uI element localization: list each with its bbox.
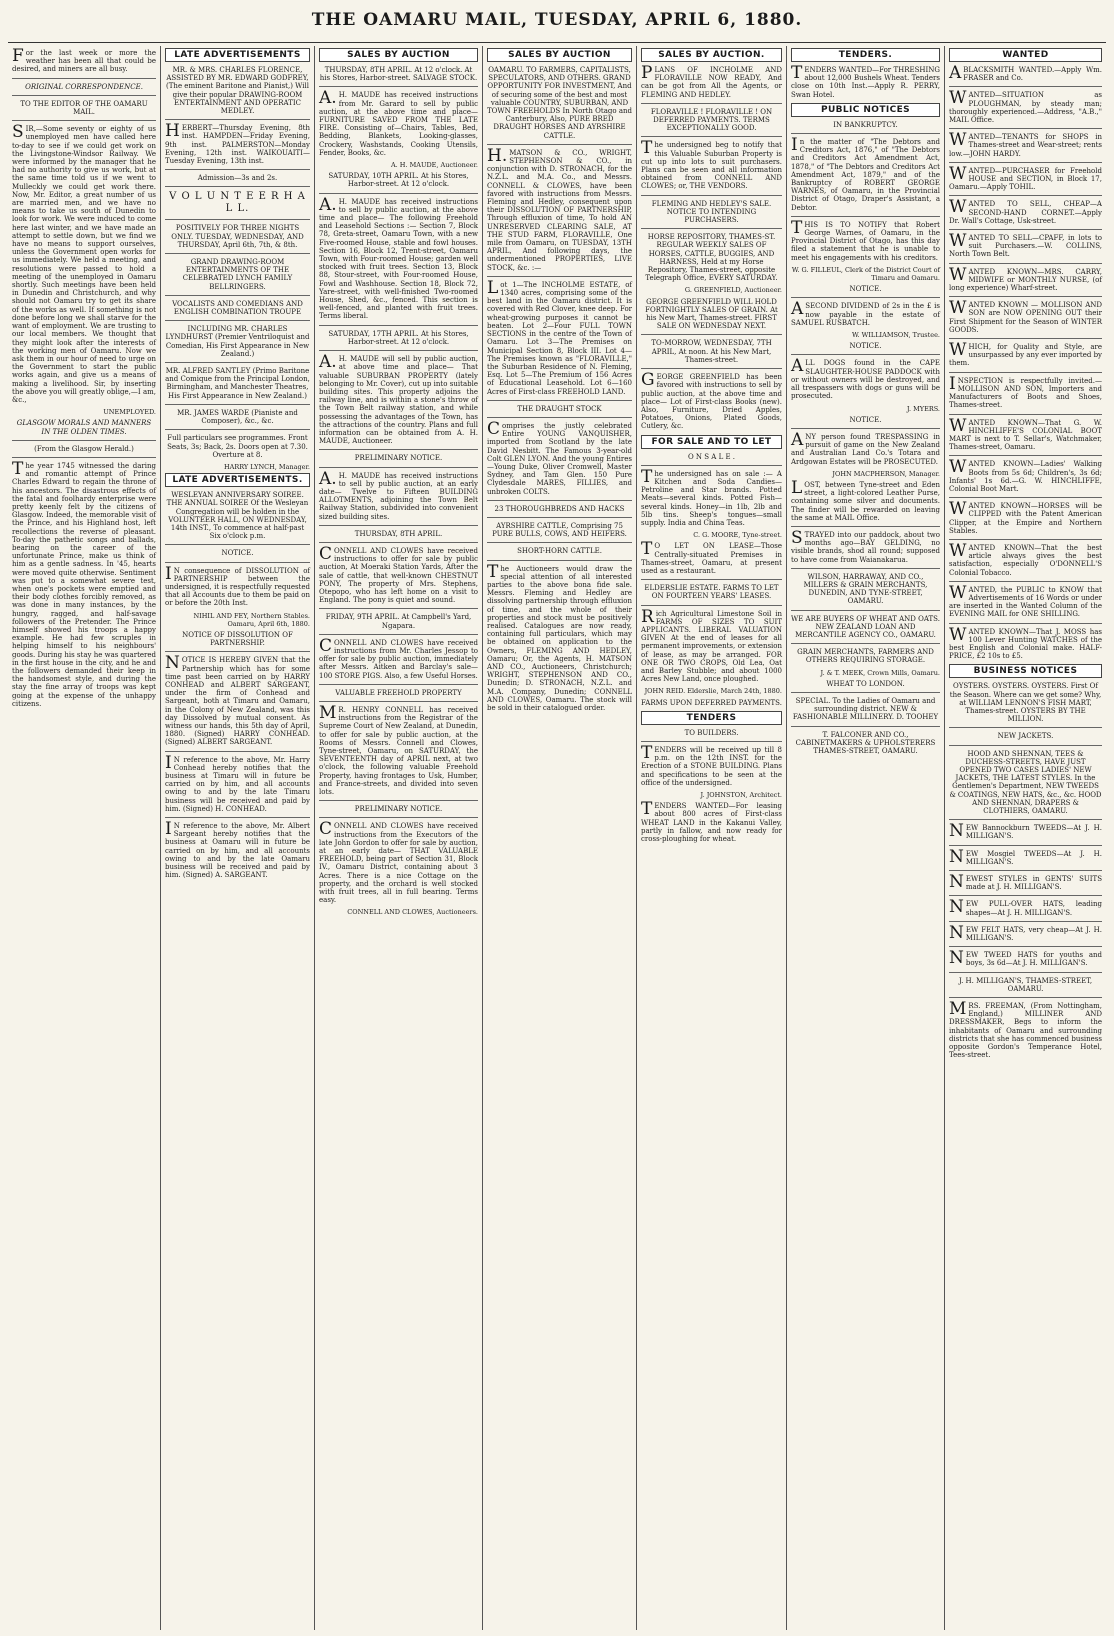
ad-heading: SPECIAL. To the Ladies of Oamaru and surrounding district. NEW & FASHIONABLE MILLINERY. D. TOOHEY [791, 692, 940, 722]
ad-heading: Admission—3s and 2s. [165, 169, 310, 182]
ad-body: IN reference to the above, Mr. Harry Conhead hereby notifies that the business at Timaru will in future be carried on by him, and all accounts owing to and by the late Timaru business will be received and paid by him. (Signed) H. CONHEAD. [165, 752, 310, 813]
ad-signature: W. WILLIAMSON, Trustee. [852, 331, 940, 340]
ad-body: A.H. MAUDE has received instructions to sell by public auction, at the above time and place— The following Freehold and Leasehold Sections :— Section 7, Block 78, Greta-street, Oamaru Town, with a new Five-roomed House, stable and fowl houses. Section 16, Block 12, Trent-street, Oamaru Town, with Four-roomed House; garden well stocked with fruit trees. Section 13, Block 88, Stour-street, with Four-roomed House, Fowl and Washhouse. Section 18, Block 72, Yare-street, with well-finished Two-roomed House, Shed, &c., fenced. This section is well-fenced, and planted with fruit trees. Terms liberal. [319, 194, 478, 321]
ad-body: MRS. FREEMAN, (From Nottingham, England,) MILLINER AND DRESSMAKER, Begs to inform the inhabitants of Oamaru and surrounding districts that she has commenced business opposite Gordon's Temperance Hotel, Tees-street. [949, 999, 1102, 1060]
section-header: WANTED [949, 48, 1102, 62]
ad-body: STRAYED into our paddock, about two months ago—BAY GELDING, no visible brands, shod all round; supposed to have come from Waianakarua. [791, 527, 940, 564]
section-header: TENDERS [641, 711, 782, 725]
ad-body: The year 1745 witnessed the daring and romantic attempt of Prince Charles Edward to regain the throne of his ancestors. The disastrous effects of the fatal and foolhardy enterprise were pretty keenly felt by the citizens of Glasgow. Indeed, the memorable visit of the Prince, and his Highland host, left recollections the reverse of pleasant. To-day the pathetic songs and ballads, bearing on the career of the unfortunate Prince, make us think of him as a gentle sadness. In '45, hearts were moved quite otherwise. Sentiment was put to a somewhat severe test, when one's pockets were emptied and their body clothes forcibly removed, as was done in many instances, by the hungry, ragged, and half-savage followers of the Pretender. The Prince himself showed his troops a happy example. He had few scruples in helping himself to his neighbours' goods. During his stay he was quartered in the first house in the city, and he and the followers demanded their keep in the handsomest style, and during the stay the fine array of troops was kept going at the expense of the unhappy citizens. [12, 458, 156, 708]
ad-body: A.H. MAUDE will sell by public auction, at above time and place— That valuable SUBURBAN PROPERTY (lately belonging to Mr. Cover), cut up into suitable building sites. This property adjoins the railway line, and is within a stone's throw of the Town Belt railway station, and while possessing the advantages of the Town, has the attractions of the country. Plans and full information can be obtained from A. H. MAUDE, Auctioneer. [319, 352, 478, 446]
venue-title: V O L U N T E E R H A L L. [165, 186, 310, 215]
ad-heading: MR. JAMES WARDE (Pianiste and Composer), &c., &c. [165, 404, 310, 425]
ad-signature: J. & T. MEEK, Crown Mills, Oamaru. [820, 668, 940, 677]
ad-body: CONNELL AND CLOWES have received instructions from the Executors of the late John Gordon to offer for sale by auction, at an early date— THAT VALUABLE FREEHOLD, being part of Section 31, Block IV., Oamaru District, containing about 3 Acres. There is a nice Cottage on the property, and the orchard is well stocked with fruit trees, all in full bearing. Terms easy. [319, 819, 478, 905]
ad-body: WANTED—SITUATION as PLOUGHMAN, by steady man; thoroughly experienced.—Address, "A.B.," MAIL Office. [949, 88, 1102, 125]
article-title: GLASGOW MORALS AND MANNERS IN THE OLDEN TIMES. [16, 419, 152, 436]
ad-heading: SHORT-HORN CATTLE. [487, 542, 632, 555]
ad-heading: NEW JACKETS. [949, 727, 1102, 740]
ad-body: NOTICE IS HEREBY GIVEN that the Partnership which has for some time past been carried on by HARRY CONHEAD and ALBERT SARGEANT, under the firm of Conhead and Sargeant, both at Timaru and Oamaru, in the Colony of New Zealand, was this day Dissolved by mutual consent. As witness our hands, this 5th day of April, 1880. (Signed) HARRY CONHEAD. (Signed) ALBERT SARGEANT. [165, 653, 310, 747]
ad-heading: THURSDAY, 8TH APRIL. [319, 525, 478, 538]
section-header: BUSINESS NOTICES [949, 664, 1102, 678]
ad-body: WANTED TO SELL—CPAFF, in lots to suit Purchasers.—W. COLLINS, North Town Belt. [949, 231, 1102, 259]
ad-body: WANTED KNOWN—That G. W. HINCHLIFFE'S COLONIAL BOOT MART is next to T. Sellar's, Watchmaker, Thames-street, Oamaru. [949, 415, 1102, 452]
column-6 [786, 46, 944, 1630]
ad-heading: FLORAVILLE ! FLORAVILLE ! ON DEFERRED PAYMENTS. TERMS EXCEPTIONALLY GOOD. [641, 103, 782, 133]
ad-body: WANTED—PURCHASER for Freehold HOUSE and SECTION, in Block 17, Oamaru.—Apply TOHIL. [949, 163, 1102, 192]
ad-heading: VOCALISTS AND COMEDIANS AND ENGLISH COMBINATION TROUPE [165, 295, 310, 316]
ad-body: NEW Mosgiel TWEEDS—At J. H. MILLIGAN'S. [949, 846, 1102, 867]
ad-signature: G. GREENFIELD, Auctioneer. [684, 286, 782, 295]
ad-body: WHICH, for Quality and Style, are unsurpassed by any ever imported by them. [949, 340, 1102, 368]
masthead-rule [8, 42, 1106, 43]
ad-body: TENDERS WANTED—For THRESHING about 12,000 Bushels Wheat. Tenders close on 10th Inst.—Apply R. PERRY, Swan Hotel. [791, 63, 940, 99]
ad-body: THIS IS TO NOTIFY that Robert George Warnes, of Oamaru, in the Provincial District of Otago, has this day filed a statement that he is unable to meet his engagements with his creditors. [791, 217, 940, 262]
ad-signature: J. MYERS. [906, 404, 940, 413]
ad-heading: SATURDAY, 10TH APRIL. At his Stores, Harbor-street. At 12 o'clock. [328, 172, 469, 189]
ad-body: TENDERS will be received up till 8 p.m. on the 12th INST. for the Erection of a STONE BUILDING. Plans and specifications to be seen at the office of the undersigned. [641, 743, 782, 787]
ad-body: NEW PULL-OVER HATS, leading shapes—At J. H. MILLIGAN'S. [949, 897, 1102, 918]
ad-body: WANTED KNOWN—MRS. CARRY, MIDWIFE or MONTHLY NURSE, (of long experience) Wharf-street. [949, 264, 1102, 293]
ad-heading: WHEAT TO LONDON. [826, 679, 905, 688]
ad-heading: 23 THOROUGHBREDS AND HACKS [487, 500, 632, 513]
ad-body: WANTED KNOWN—That the best article always gives the best satisfaction, especially O'DONNELL'S Colonial Tobacco. [949, 540, 1102, 577]
ad-signature: NIHIL AND FEY, Northern Stables. Oamaru, April 6th, 1880. [193, 611, 310, 628]
ad-heading: THE DRAUGHT STOCK [487, 400, 632, 413]
ad-signature: J. JOHNSTON, Architect. [700, 791, 782, 800]
ad-body: Rich Agricultural Limestone Soil in FARMS OF SIZES TO SUIT APPLICANTS. LIBERAL VALUATION GIVEN At the end of leases for all permanent improvements, or extension of lease, as may be arranged. FOR ONE OR TWO CROPS, Old Lea, Oat and Barley Stubble; and about 1000 Acres New Land, once ploughed. [641, 606, 782, 684]
ad-body: A.H. MAUDE has received instructions from Mr. Garard to sell by public auction, at the above time and place— FURNITURE SAVED FROM THE LATE FIRE. Consisting of—Chairs, Tables, Bed, Bedding, Blankets, Looking-glasses, Crockery, Washstands, Cooking Utensils, Fender, Books, &c. [319, 88, 478, 157]
ad-heading: Full particulars see programmes. Front Seats, 3s; Back, 2s. Doors open at 7.30. Overture at 8. [165, 429, 310, 459]
section-header: SALES BY AUCTION [487, 48, 632, 62]
section-header: LATE ADVERTISEMENTS [165, 48, 310, 62]
ad-body: IN consequence of DISSOLUTION of PARTNERSHIP between the undersigned, it is respectfully requested that all Accounts due to them be paid on or before the 20th Inst. [165, 563, 310, 608]
ad-heading: GRAIN MERCHANTS, FARMERS AND OTHERS REQUIRING STORAGE. [791, 643, 940, 664]
ad-heading: NOTICE. [165, 544, 310, 557]
ad-heading: TO BUILDERS. [684, 728, 739, 737]
ad-signature: JOHN REID. Elderslie, March 24th, 1880. [644, 687, 782, 696]
ad-heading: FARMS UPON DEFERRED PAYMENTS. [641, 698, 782, 707]
masthead: THE OAMARU MAIL, TUESDAY, APRIL 6, 1880. [311, 10, 803, 30]
ad-body: NEW TWEED HATS for youths and boys, 3s 6d—At J. H. MILLIGAN'S. [949, 948, 1102, 969]
columns-container [8, 46, 1106, 1630]
ad-heading: NOTICE. [849, 285, 882, 294]
column-7 [944, 46, 1106, 1630]
column-2 [160, 46, 314, 1630]
ad-heading: MR. & MRS. CHARLES FLORENCE, ASSISTED BY MR. EDWARD GODFREY, (The eminent Baritone and Pianist,) Will give their popular DRAWING-ROOM ENTERTAINMENT AND OPERATIC MEDLEY. [166, 66, 309, 116]
ad-body: A.H. MAUDE has received instructions to sell by public auction, at an early date— Twelve to Fifteen BUILDING ALLOTMENTS, adjoining the Town Belt Railway Station, subdivided into convenient sized building sites. [319, 468, 478, 521]
ad-body: WANTED KNOWN—HORSES will be CLIPPED with the Patent American Clipper, at the Empire and Northern Stables. [949, 499, 1102, 535]
ad-heading: WILSON, HARRAWAY, AND CO., MILLERS & GRAIN MERCHANTS, DUNEDIN, AND TYNE-STREET, OAMARU. [791, 568, 940, 606]
ad-signature: A. H. MAUDE, Auctioneer. [390, 161, 478, 170]
ad-heading: PRELIMINARY NOTICE. [319, 800, 478, 813]
ad-signature: HARRY LYNCH, Manager. [223, 462, 310, 471]
section-header: PUBLIC NOTICES [791, 103, 940, 117]
section-header: SALES BY AUCTION [319, 48, 478, 62]
column-5 [636, 46, 786, 1630]
ad-body: WANTED KNOWN—That J. MOSS has 100 Lever Hunting WATCHES of the best English and Colonial make. HALF-PRICE, £2 10s to £5. [949, 624, 1102, 661]
ad-body: WANTED TO SELL, CHEAP—A SECOND-HAND CORNET.—Apply Dr. Wall's Cottage, Usk-street. [949, 197, 1102, 225]
ad-body: IN reference to the above, Mr. Albert Sargeant hereby notifies that the business at Oamaru will in future be carried on by him, and all accounts owing to and by the late Oamaru business will be received and paid by him. (Signed) A. SARGEANT. [165, 819, 310, 880]
ad-body: SIR,—Some seventy or eighty of us unemployed men have called here to-day to see if we could get work on the Livingstone-Windsor Railway. We were informed by the manager that he had no authority to give us work, but at the same time told us if we went to Mulleckly we could get work there. Now, Mr. Editor, a great number of us are married men, and we have no means to take us south of Dunedin to look for work. We were induced to come here last winter, and we have made an attempt to settle down, but we find we have no means to support ourselves, unless the Government open works for us immediately. We held a meeting, and resolutions were passed to hold a meeting of the unemployed in Oamaru shortly. Such meetings have been held in Dunedin and Christchurch, and why should not Oamaru try to get its share of the works as well. If something is not done before long we shall starve for the want of employment. We are trusting to our local members. We thought that they might look after the interests of the working men of Oamaru. Now we ask them in our hour of need to urge on the Government to start the public works again, and give us a means of making a livelihood. Sir, by inserting the above you will greatly oblige,—I am, &c., [12, 122, 156, 404]
ad-body: ANY person found TRESPASSING in pursuit of game on the New Zealand and Australian Land Co.'s Totara and Ardgowan Estates will be PROSECUTED. [791, 429, 940, 466]
ad-heading: TO THE EDITOR OF THE OAMARU MAIL. [12, 95, 156, 116]
ad-heading: GEORGE GREENFIELD WILL HOLD FORTNIGHTLY SALES OF GRAIN. At his New Mart, Thames-street. FIRST SALE ON WEDNESDAY NEXT. [645, 297, 778, 331]
ad-body: INSPECTION is respectfully invited.—MOLLISON AND SON, Importers and Manufacturers of Boots and Shoes, Thames-street. [949, 373, 1102, 410]
column-3 [314, 46, 482, 1630]
ad-body: NEW Bannockburn TWEEDS—At J. H. MILLIGAN'S. [949, 821, 1102, 842]
ad-heading: NOTICE. [849, 415, 882, 424]
ad-body: Lot 1—The INCHOLME ESTATE, of 1340 acres, comprising some of the best land in the Oamaru district. It is covered with Red Clover, knee deep. For wheat-growing purposes it cannot be beaten. Lot 2—Four FULL TOWN SECTIONS in the centre of the Town of Oamaru. Lot 3—The Premises on Municipal Section 8, Block III. Lot 4—The Premises known as "FLORAVILLE," the Suburban Residence of N. Fleming, Esq. Lot 5—The Premium of 156 Acres of Educational Leasehold. Lot 6—160 Acres of First-class FREEHOLD LAND. [487, 277, 632, 396]
ad-heading: MR. ALFRED SANTLEY (Primo Baritone and Comique from the Principal London, Birmingham, and Manchester Theatres, His First Appearance in New Zealand.) [165, 362, 310, 400]
ad-body: The undersigned beg to notify that this Valuable Suburban Property is cut up into lots to suit purchasers. Plans can be seen and all information obtained from CONNELL AND CLOWES; or, THE VENDORS. [641, 138, 782, 191]
ad-heading: OYSTERS. OYSTERS. OYSTERS. First Of the Season. Where can we get some? Why, at WILLIAM LENNON'S FISH MART, Thames-street. OYSTERS BY THE MILLION. [949, 682, 1102, 724]
ad-heading: HORSE REPOSITORY, THAMES-ST. REGULAR WEEKLY SALES OF HORSES, CATTLE, BUGGIES, AND HARNESS, Held at my Horse Repository, Thames-street, opposite Telegraph Office, EVERY SATURDAY. [641, 228, 782, 282]
ad-heading: T. FALCONER AND CO., CABINETMAKERS & UPHOLSTERERS THAMES-STREET, OAMARU. [791, 726, 940, 756]
ad-heading: FRIDAY, 9TH APRIL. At Campbell's Yard, Ngapara. [319, 608, 478, 629]
ad-heading: IN BANKRUPTCY. [833, 120, 898, 129]
ad-heading: NOTICE OF DISSOLUTION OF PARTNERSHIP. [182, 630, 293, 648]
ad-heading: O N S A L E . [687, 452, 736, 461]
article-title: ORIGINAL CORRESPONDENCE. [12, 78, 156, 91]
ad-signature: CONNELL AND CLOWES, Auctioneers. [347, 908, 478, 917]
ad-heading: GRAND DRAWING-ROOM ENTERTAINMENTS OF THE CELEBRATED LYNCH FAMILY BELLRINGERS. [165, 253, 310, 291]
ad-heading: (From the Glasgow Herald.) [12, 440, 156, 453]
ad-heading: INCLUDING MR. CHARLES LYNDHURST (Premier Ventriloquist and Comedian, His First Appearance in New Zealand.) [165, 320, 310, 358]
ad-heading: WE ARE BUYERS OF WHEAT AND OATS. NEW ZEALAND LOAN AND MERCANTILE AGENCY CO., OAMARU. [791, 610, 940, 640]
ad-body: CONNELL AND CLOWES have received instructions to offer for sale by public auction, At Moeraki Station Yards, After the sale of cattle, that well-known CHESTNUT PONY, The property of Mrs. Stephens, Otepopo, who has left home on a visit to England. The pony is quiet and sound. [319, 543, 478, 605]
ad-body: WANTED—TENANTS for SHOPS in Thames-street and Wear-street; rents low.—JOHN HARDY. [949, 130, 1102, 158]
ad-body: NEWEST STYLES in GENTS' SUITS made at J. H. MILLIGAN'S. [949, 872, 1102, 893]
ad-heading: ELDERSLIE ESTATE. FARMS TO LET ON FOURTEEN YEARS' LEASES. [641, 579, 782, 600]
ad-heading: HOOD AND SHENNAN, TEES & DUCHESS-STREETS, HAVE JUST OPENED TWO CASES LADIES' NEW JACKETS, THE LATEST STYLES. In the Gentlemen's Department, NEW TWEEDS & COATINGS, NEW HATS, &c., &c. HOOD AND SHENNAN, DRAPERS & CLOTHIERS, OAMARU. [949, 745, 1102, 816]
ad-heading: THURSDAY, 8TH APRIL. At 12 o'clock. At his Stores, Harbor-street. SALVAGE STOCK. [319, 66, 478, 83]
ad-body: In the matter of "The Debtors and Creditors Act, 1876," of "The Debtors and Creditors Act Amendment Act, 1878," of "The Debtors and Creditors Act Amendment Act, 1879," and of the Bankruptcy of ROBERT GEORGE WARNES, of Oamaru, in the Provincial District of Otago, Draper's Assistant, a Debtor. [791, 135, 940, 212]
ad-body: WANTED KNOWN — MOLLISON AND SON are NOW OPENING OUT their First Shipment for the Season of WINTER GOODS. [949, 298, 1102, 334]
section-header: FOR SALE AND TO LET [641, 435, 782, 449]
ad-heading: PRELIMINARY NOTICE. [319, 449, 478, 462]
ad-body: ASECOND DIVIDEND of 2s in the £ is now payable in the estate of SAMUEL RUSBATCH. [791, 299, 940, 327]
ad-heading: WESLEYAN ANNIVERSARY SOIREE. THE ANNUAL SOIREE Of the Wesleyan Congregation will be holden in the VOLUNTEER HALL, ON WEDNESDAY, 14th INST., To commence at half-past Six o'clock p.m. [166, 491, 309, 541]
ad-body: HERBERT—Thursday Evening, 8th inst. HAMPDEN—Friday Evening, 9th inst. PALMERSTON—Monday Evening, 12th inst. WAIKOUAITI—Tuesday Evening, 13th inst. [165, 121, 310, 166]
ad-heading: NOTICE. [849, 342, 882, 351]
ad-body: TENDERS WANTED—For leasing about 800 acres of First-class WHEAT LAND in the Kakanui Valley, partly in fallow, and now ready for cross-ploughing for wheat. [641, 799, 782, 844]
ad-body: WANTED KNOWN—Ladies' Walking Boots from 5s 6d; Children's, 3s 6d; Infants' 1s 6d.—G. W. HINCHLIFFE, Colonial Boot Mart. [949, 457, 1102, 493]
ad-body: WANTED, the PUBLIC to KNOW that Advertisements of 16 Words or under are inserted in the Wanted Column of the EVENING MAIL for ONE SHILLING. [949, 582, 1102, 619]
section-header: LATE ADVERTISEMENTS. [165, 473, 310, 487]
ad-body: Comprises the justly celebrated Entire YOUNG VANQUISHER, imported from Scotland by the late David Nesbitt. The Famous 3-year-old Colt GLEN LYON. And the young Entires—Young Duke, Oliver Cromwell, Master Sydney, and Tam Glen. 150 Pure Clydesdale MARES, FILLIES, and unbroken COLTS. [487, 418, 632, 496]
ad-heading: SATURDAY, 17TH APRIL. At his Stores, Harbor-street. At 12 o'clock. [319, 325, 478, 346]
ad-body: H.MATSON & CO., WRIGHT, STEPHENSON & CO., in conjunction with D. STRONACH, for the N.Z.L. and M.A. Co., and Messrs. CONNELL & CLOWES, have been favored with instructions from Messrs. Fleming and Hedley, consequent upon their DISSOLUTION OF PARTNERSHIP, Through effluxion of time, To hold AN UNRESERVED CLEARING SALE, AT THE STUD FARM, FLORAVILLE, One mile from Oamaru, on TUESDAY, 13TH APRIL, And following days, the undermentioned PROPERTIES, LIVE STOCK, &c. :— [487, 145, 632, 272]
ad-body: NEW FELT HATS, very cheap—At J. H. MILLIGAN'S. [949, 922, 1102, 943]
ad-signature: UNEMPLOYED. [103, 408, 156, 417]
ad-heading: POSITIVELY FOR THREE NIGHTS ONLY. TUESDAY, WEDNESDAY, AND THURSDAY, April 6th, 7th, & 8th. [165, 219, 310, 249]
ad-body: For the last week or more the weather has been all that could be desired, and miners are all busy. [12, 46, 156, 74]
ad-heading: FLEMING AND HEDLEY'S SALE. NOTICE TO INTENDING PURCHASERS. [641, 195, 782, 225]
ad-heading: J. H. MILLIGAN'S, THAMES-STREET, OAMARU. [949, 972, 1102, 993]
section-header: SALES BY AUCTION. [641, 48, 782, 62]
section-header: TENDERS. [791, 48, 940, 62]
column-4 [482, 46, 636, 1630]
ad-body: ABLACKSMITH WANTED.—Apply Wm. FRASER and Co. [949, 63, 1102, 83]
ad-heading: VALUABLE FREEHOLD PROPERTY [319, 684, 478, 697]
ad-body: PLANS OF INCHOLME AND FLORAVILLE NOW READY, And can be got from All the Agents, or FLEMING AND HEDLEY. [641, 63, 782, 99]
ad-body: GEORGE GREENFIELD has been favored with instructions to sell by public auction, at the above time and place— Lot of First-class Books (new). Also, Furniture, Dried Apples, Potatoes, Onions, Plated Goods, Cutlery, &c. [641, 370, 782, 431]
ad-heading: TO-MORROW, WEDNESDAY, 7TH APRIL, At noon. At his New Mart, Thames-street. [641, 334, 782, 364]
ad-body: MR. HENRY CONNELL has received instructions from the Registrar of the Supreme Court of New Zealand, at Dunedin, to offer for sale by public auction, at the Rooms of Messrs. Connell and Clowes, Tyne-street, Oamaru, on SATURDAY, the SEVENTEENTH day of APRIL next, at two o'clock, the following valuable Freehold Property, having frontages to Usk, Humber, and France-streets, and divided into seven lots. [319, 703, 478, 797]
column-1 [8, 46, 160, 1630]
ad-body: The undersigned has on sale :— A Kitchen and Soda Candies—Petroline and Star brands. Potted Meats—several kinds. Potted Fish—several kinds. Honey—in 1lb, 2lb and 5lb tins. Sheep's tongues—small supply. India and China Teas. [641, 466, 782, 527]
ad-heading: AYRSHIRE CATTLE, Comprising 75 PURE BULLS, COWS, AND HEIFERS. [487, 517, 632, 538]
ad-signature: JOHN MACPHERSON, Manager. [832, 469, 940, 478]
ad-body: LOST, between Tyne-street and Eden street, a light-colored Leather Purse, containing some silver and documents. The finder will be rewarded on leaving the same at MAIL Office. [791, 477, 940, 522]
ad-body: TO LET ON LEASE—Those Centrally-situated Premises in Thames-street, Oamaru, at present used as a restaurant. [641, 539, 782, 575]
ad-body: The Auctioneers would draw the special attention of all interested parties to the above bona fide sale. Messrs. Fleming and Hedley are dissolving partnership through effluxion of time, and the whole of their properties and stock must be positively realised. Catalogues are now ready, containing full particulars, which may be obtained on application to the Owners, FLEMING AND HEDLEY, Oamaru; Or, the Agents, H. MATSON AND CO., Auctioneers, Christchurch; WRIGHT, STEPHENSON AND CO., Dunedin; D. STRONACH, N.Z.L. and M.A. Company, Dunedin; CONNELL AND CLOWES, Oamaru. The stock will be sold in their catalogued order. [487, 561, 632, 713]
ad-body: CONNELL AND CLOWES have received instructions from Mr. Charles Jessop to offer for sale by public auction, immediately after Messrs. Aitken and Barclay's sale— 100 STORE PIGS. Also, a few Useful Horses. [319, 635, 478, 680]
ad-heading: OAMARU. TO FARMERS, CAPITALISTS, SPECULATORS, AND OTHERS. GRAND OPPORTUNITY FOR INVESTMENT, And of securing some of the best and most valuable COUNTRY, SUBURBAN, AND TOWN FREEHOLDS In North Otago and Canterbury, Also, PURE BRED DRAUGHT HORSES AND AYRSHIRE CATTLE. [487, 66, 632, 140]
ad-signature: C. G. MOORE, Tyne-street. [693, 531, 782, 540]
ad-signature: W. G. FILLEUL, Clerk of the District Court of Timaru and Oamaru. [791, 265, 940, 283]
ad-body: ALL DOGS found in the CAPE SLAUGHTER-HOUSE PADDOCK with or without owners will be destroyed, and all trespassers with dogs or guns will be prosecuted. [791, 356, 940, 401]
